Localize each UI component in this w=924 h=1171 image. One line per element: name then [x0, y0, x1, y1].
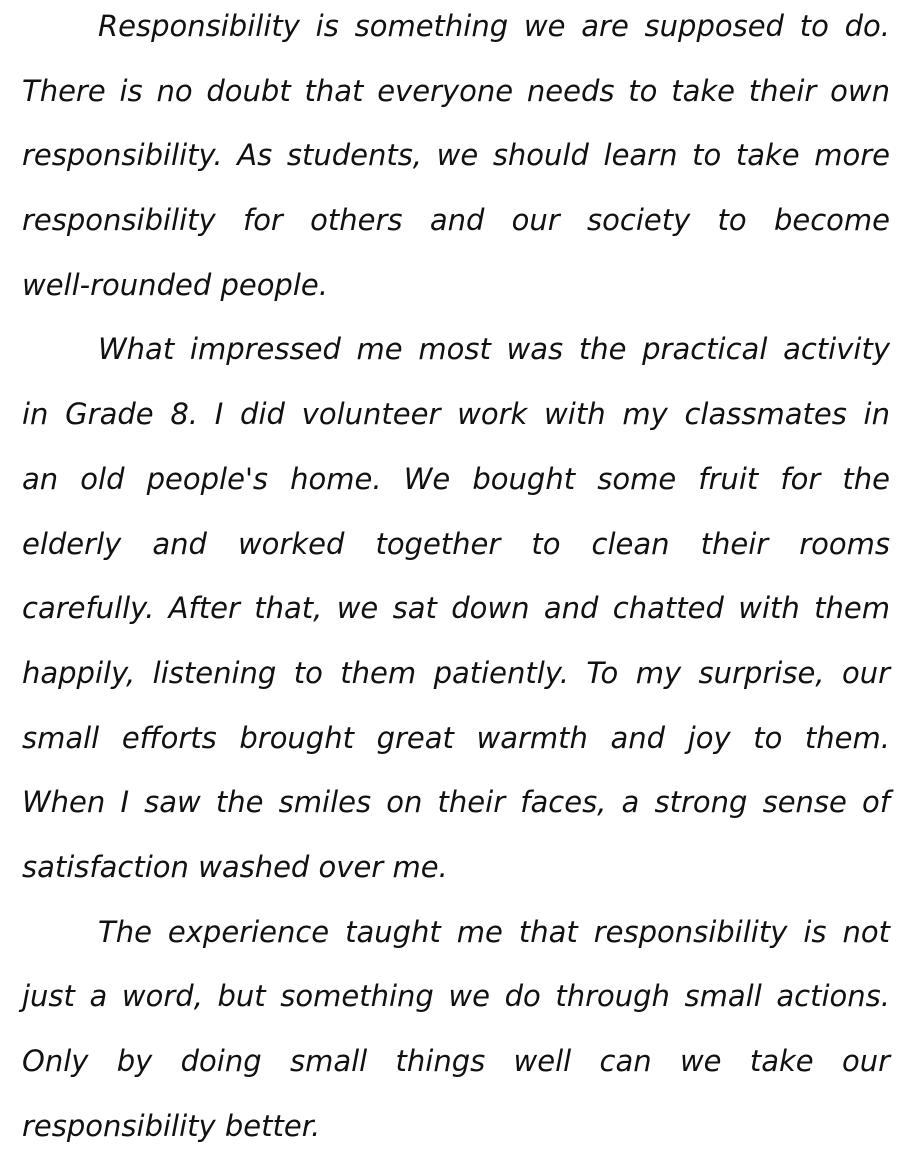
paragraph-1 [22, 0, 890, 323]
text-line: carefully. After that, we sat down and chatted with them [22, 591, 890, 626]
text-line: responsibility for others and our society to become [22, 203, 890, 238]
text-line: Responsibility is something we are supposed to do. [98, 9, 890, 43]
text-line: well-rounded people. [22, 267, 328, 302]
text-line: satisfaction washed over me. [22, 849, 448, 884]
text-line: happily, listening to them patiently. To my surprise, our [22, 655, 890, 690]
text-line: The experience taught me that responsibility is not [98, 914, 890, 949]
essay-text [22, 0, 890, 1164]
text-line: What impressed me most was the practical activity [98, 332, 890, 367]
text-line: There is no doubt that everyone needs to take their own [22, 73, 890, 108]
text-line: When I saw the smiles on their faces, a strong sense of [22, 785, 890, 820]
paragraph-2 [22, 323, 890, 905]
text-line: an old people's home. We bought some fruit for the [22, 461, 890, 496]
text-line: responsibility better. [22, 1108, 321, 1143]
text-line: elderly and worked together to clean their rooms [22, 526, 890, 561]
text-line: in Grade 8. I did volunteer work with my classmates in [22, 397, 890, 432]
paragraph-3 [22, 906, 890, 1165]
text-line: small efforts brought great warmth and joy to them. [22, 720, 890, 755]
text-line: Only by doing small things well can we take our [22, 1044, 890, 1078]
text-line: responsibility. As students, we should learn to take more [22, 138, 890, 173]
text-line: just a word, but something we do through small actions. [22, 979, 890, 1014]
